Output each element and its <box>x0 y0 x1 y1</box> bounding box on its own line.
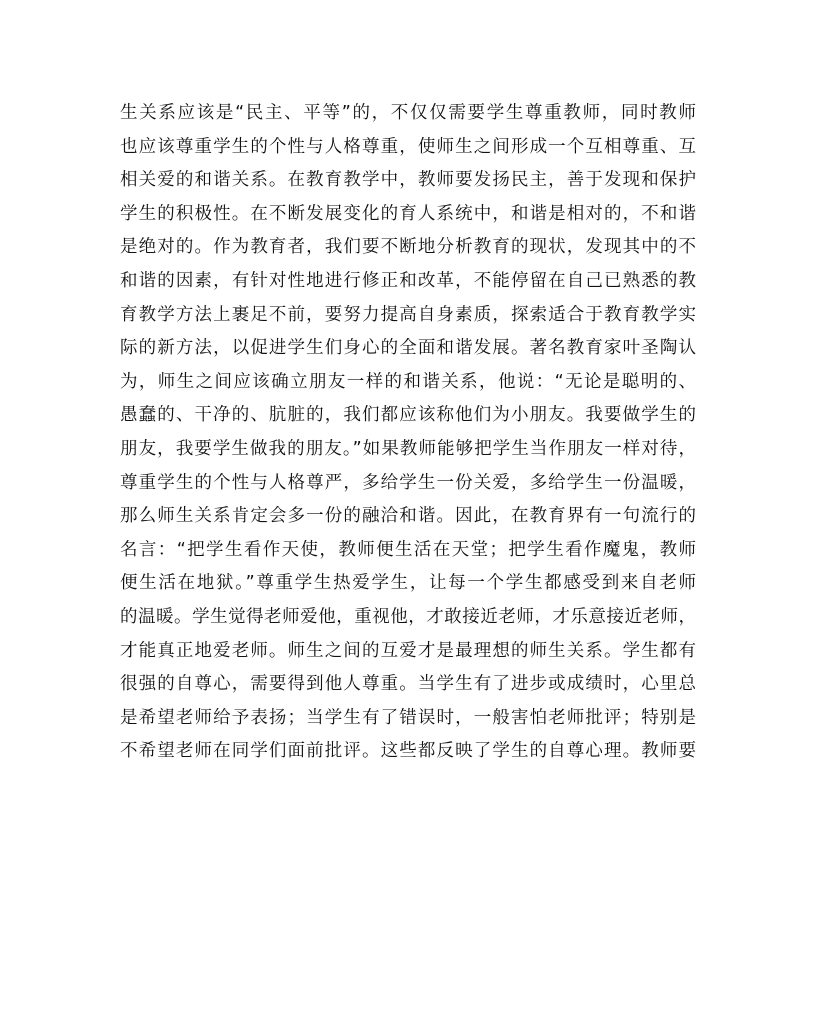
text-line: 是希望老师给予表扬；当学生有了错误时，一般害怕老师批评；特别是 <box>120 707 696 728</box>
body-paragraph <box>120 97 696 769</box>
text-line: 不希望老师在同学们面前批评。这些都反映了学生的自尊心理。教师要 <box>120 741 696 762</box>
text-line: 才能真正地爱老师。师生之间的互爱才是最理想的师生关系。学生都有 <box>120 640 696 661</box>
text-line: 际的新方法，以促进学生们身心的全面和谐发展。著名教育家叶圣陶认 <box>120 338 696 359</box>
text-line: 的温暖。学生觉得老师爱他，重视他，才敢接近老师，才乐意接近老师， <box>120 606 696 627</box>
text-line: 为，师生之间应该确立朋友一样的和谐关系，他说：“无论是聪明的、 <box>120 371 696 392</box>
text-line: 学生的积极性。在不断发展变化的育人系统中，和谐是相对的，不和谐 <box>120 203 696 224</box>
text-line: 育教学方法上裹足不前，要努力提高自身素质，探索适合于教育教学实 <box>120 304 696 325</box>
text-line: 很强的自尊心，需要得到他人尊重。当学生有了进步或成绩时，心里总 <box>120 674 696 695</box>
text-line: 相关爱的和谐关系。在教育教学中，教师要发扬民主，善于发现和保护 <box>120 170 696 191</box>
text-line: 生关系应该是“民主、平等”的，不仅仅需要学生尊重教师，同时教师 <box>120 103 696 123</box>
text-line: 是绝对的。作为教育者，我们要不断地分析教育的现状，发现其中的不 <box>120 237 696 258</box>
text-line: 也应该尊重学生的个性与人格尊重，使师生之间形成一个互相尊重、互 <box>120 136 696 157</box>
text-line: 名言：“把学生看作天使，教师便生活在天堂；把学生看作魔鬼，教师 <box>120 539 696 560</box>
text-line: 便生活在地狱。”尊重学生热爱学生，让每一个学生都感受到来自老师 <box>120 573 696 594</box>
text-line: 朋友，我要学生做我的朋友。”如果教师能够把学生当作朋友一样对待， <box>120 438 696 459</box>
text-line: 尊重学生的个性与人格尊严，多给学生一份关爱，多给学生一份温暖， <box>120 472 696 493</box>
text-line: 那么师生关系肯定会多一份的融洽和谐。因此，在教育界有一句流行的 <box>120 506 696 527</box>
text-line: 和谐的因素，有针对性地进行修正和改革，不能停留在自己已熟悉的教 <box>120 270 696 291</box>
text-line: 愚蠢的、干净的、肮脏的，我们都应该称他们为小朋友。我要做学生的 <box>120 405 696 426</box>
